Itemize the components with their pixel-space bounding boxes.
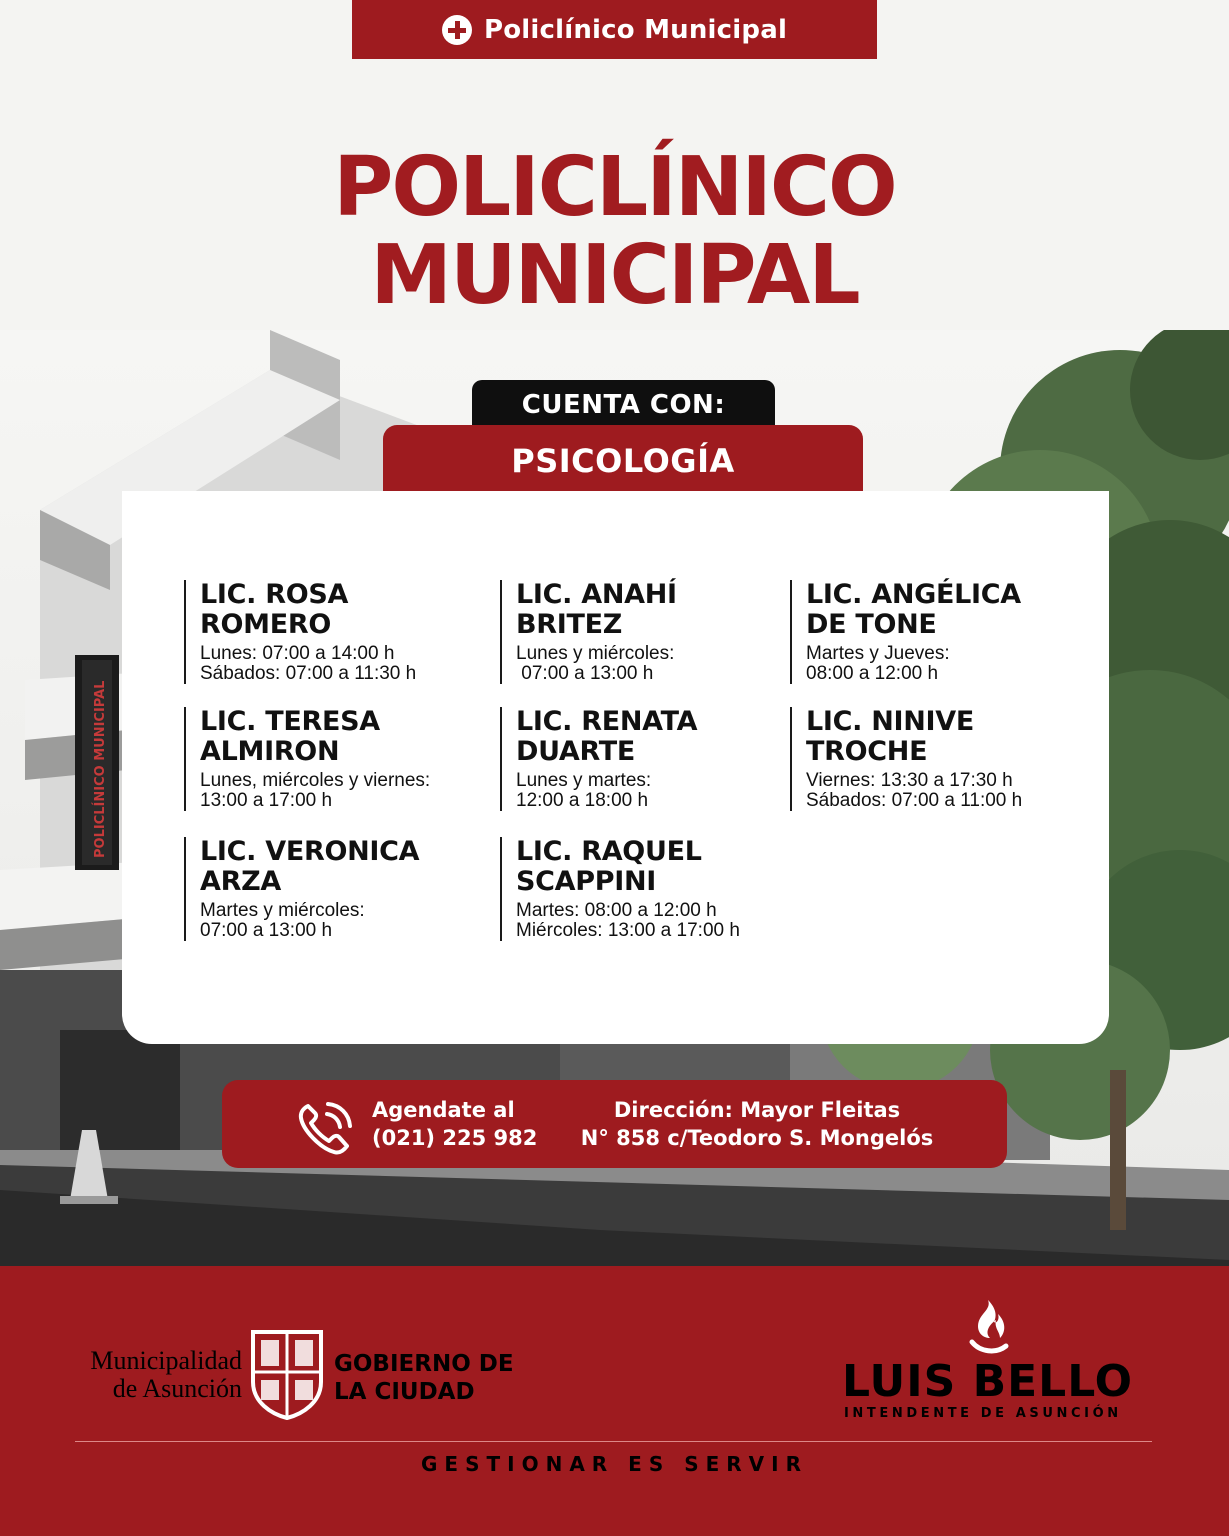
doctor-hours: 13:00 a 17:00 h [200, 790, 333, 811]
slogan: GESTIONAR ES SERVIR [421, 1452, 808, 1476]
doctor-name: LIC. ROSA [200, 579, 349, 610]
doctor-name: LIC. ANAHÍ [516, 579, 677, 610]
government-line: LA CIUDAD [334, 1379, 475, 1405]
medical-cross-icon [442, 15, 472, 45]
agenda-text [372, 1096, 537, 1152]
phone-number[interactable]: (021) 225 982 [372, 1126, 538, 1150]
doctor-name: BRITEZ [516, 609, 623, 640]
doctor-name: ROMERO [200, 609, 331, 640]
doctor-hours: Martes y Jueves: [806, 643, 950, 664]
header-tab-label: Policlínico Municipal [483, 14, 788, 45]
page-title-line1: POLICLÍNICO [333, 140, 896, 235]
doctor-name: LIC. NINIVE [806, 706, 975, 737]
service-badge: PSICOLOGÍA [383, 425, 863, 497]
brand-subtitle: INTENDENTE DE ASUNCIÓN [844, 1406, 1122, 1421]
doctor-hours: Lunes y martes: [516, 770, 652, 791]
doctor-entry [184, 837, 419, 941]
doctor-hours: 07:00 a 13:00 h [516, 663, 654, 684]
footer-divider [75, 1441, 1152, 1442]
doctor-name: SCAPPINI [516, 866, 657, 897]
doctor-name: DE TONE [806, 609, 937, 640]
doctor-hours: Miércoles: 13:00 a 17:00 h [516, 920, 740, 941]
doctor-entry [500, 580, 677, 684]
doctor-name: LIC. ANGÉLICA [806, 579, 1021, 610]
municipality-line: de Asunción [112, 1374, 242, 1403]
doctor-entry [184, 707, 430, 811]
address-text [562, 1096, 952, 1152]
doctor-entry [790, 707, 1022, 811]
flame-icon [964, 1298, 1010, 1362]
doctor-entry [500, 707, 697, 811]
doctor-hours: 08:00 a 12:00 h [806, 663, 939, 684]
doctor-entry [790, 580, 1021, 684]
doctor-name: LIC. RENATA [516, 706, 698, 737]
doctor-name: LIC. TERESA [200, 706, 380, 737]
building-sign-text: POLICLÍNICO MUNICIPAL [93, 680, 108, 858]
phone-icon [296, 1100, 354, 1158]
doctor-hours: Lunes y miércoles: [516, 643, 675, 664]
doctor-hours: Sábados: 07:00 a 11:00 h [806, 790, 1023, 811]
doctor-hours: 12:00 a 18:00 h [516, 790, 649, 811]
address-line: Dirección: Mayor Fleitas [613, 1098, 901, 1122]
doctor-name: DUARTE [516, 736, 636, 767]
doctor-entry [184, 580, 416, 684]
header-tab [352, 0, 877, 59]
brand-name: LUIS BELLO [842, 1356, 1134, 1407]
doctor-name: LIC. RAQUEL [516, 836, 702, 867]
doctor-hours: Martes y miércoles: [200, 900, 365, 921]
agenda-label: Agendate al [372, 1098, 515, 1122]
municipality-text [80, 1347, 242, 1403]
city-seal-icon [247, 1326, 327, 1420]
address-line: N° 858 c/Teodoro S. Mongelós [580, 1126, 934, 1150]
government-line: GOBIERNO DE [334, 1351, 514, 1377]
doctor-name: ARZA [200, 866, 281, 897]
doctor-hours: Martes: 08:00 a 12:00 h [516, 900, 717, 921]
municipality-line: Municipalidad [90, 1346, 242, 1375]
doctor-hours: Viernes: 13:30 a 17:30 h [806, 770, 1013, 791]
doctor-hours: Lunes, miércoles y viernes: [200, 770, 431, 791]
page-title-line2: MUNICIPAL [370, 228, 859, 323]
cuenta-con-badge: CUENTA CON: [472, 380, 775, 430]
doctor-entry [500, 837, 740, 941]
doctor-name: LIC. VERONICA [200, 836, 420, 867]
government-text [334, 1350, 514, 1406]
doctor-hours: Lunes: 07:00 a 14:00 h [200, 643, 395, 664]
doctor-hours: 07:00 a 13:00 h [200, 920, 333, 941]
doctor-hours: Sábados: 07:00 a 11:30 h [200, 663, 417, 684]
doctor-name: ALMIRON [200, 736, 340, 767]
doctor-name: TROCHE [806, 736, 928, 767]
